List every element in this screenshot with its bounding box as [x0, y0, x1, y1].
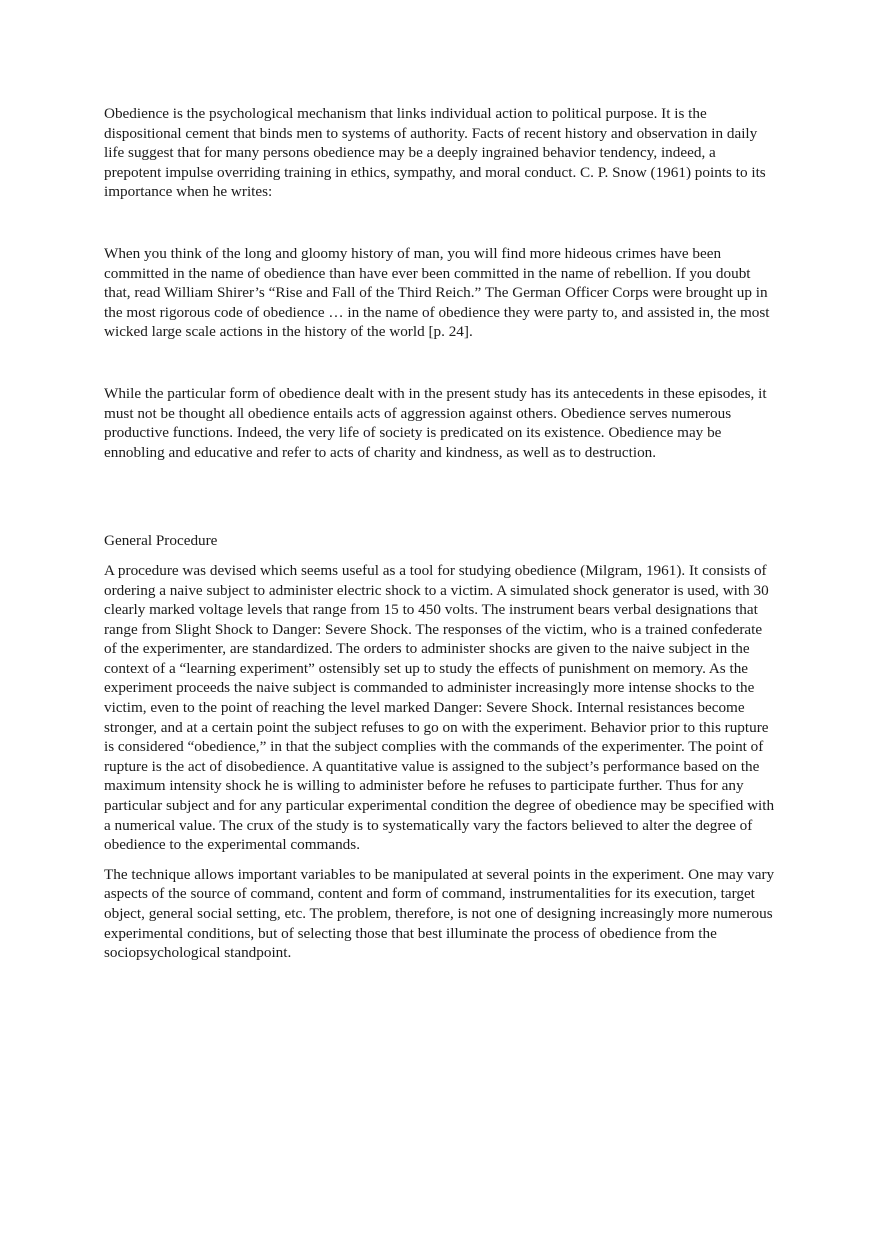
section-heading: General Procedure [104, 532, 218, 550]
document-page [104, 104, 776, 963]
intro-paragraph: Obedience is the psychological mechanism that links individual action to political purpose. It is the dispositional cement that binds men to systems of authority. Facts of recent history and observation in daily life suggest that for many persons obedience may be a deeply ingrained behavior tendency, indeed, a prepotent impulse overriding training in ethics, sympathy, and moral conduct. C. P. Snow (1961) points to its importance when he writes: [104, 105, 766, 201]
technique-paragraph: The technique allows important variables to be manipulated at several points in the experiment. One may vary aspects of the source of command, content and form of command, instrumentalities for its execution, target object, general social setting, etc. The problem, therefore, is not one of designing increasingly more numerous experimental conditions, but of selecting those that best illuminate the process of obedience from the sociopsychological standpoint. [104, 865, 775, 962]
obedience-functions-paragraph: While the particular form of obedience dealt with in the present study has its antecedents in these episodes, it must not be thought all obedience entails acts of aggression against others. Obedience serves numerous productive functions. Indeed, the very life of society is predicated on its existence. Obedience may be ennobling and educative and refer to acts of charity and kindness, as well as to destruction. [104, 384, 767, 461]
procedure-paragraph: A procedure was devised which seems useful as a tool for studying obedience (Milgram, 1961). It consists of ordering a naive subject to administer electric shock to a victim. A simulated shock generator is used, with 30 clearly marked voltage levels that range from 15 to 450 volts. The instrument bears verbal designations that range from Slight Shock to Danger: Severe Shock. The responses of the victim, who is a trained confederate of the experimenter, are standardized. The orders to administer shocks are given to the naive subject in the context of a “learning experiment” ostensibly set up to study the effects of punishment on memory. As the experiment proceeds the naive subject is commanded to administer increasingly more intense shocks to the victim, even to the point of reaching the level marked Danger: Severe Shock. Internal resistances become stronger, and at a certain point the subject refuses to go on with the experiment. Behavior prior to this rupture is considered “obedience,” in that the subject complies with the commands of the experimenter. The point of rupture is the act of disobedience. A quantitative value is assigned to the subject’s performance based on the maximum intensity shock he is willing to administer before he refuses to participate further. Thus for any particular subject and for any particular experimental condition the degree of obedience may be specified with a numerical value. The crux of the study is to systematically vary the factors believed to alter the degree of obedience to the experimental commands. [104, 561, 775, 854]
snow-quote-paragraph: When you think of the long and gloomy history of man, you will find more hideous crimes have been committed in the name of obedience than have ever been committed in the name of rebellion. If you doubt that, read William Shirer’s “Rise and Fall of the Third Reich.” The German Officer Corps were brought up in the most rigorous code of obedience … in the name of obedience they were party to, and assisted in, the most wicked large scale actions in the history of the world [p. 24]. [104, 244, 770, 341]
